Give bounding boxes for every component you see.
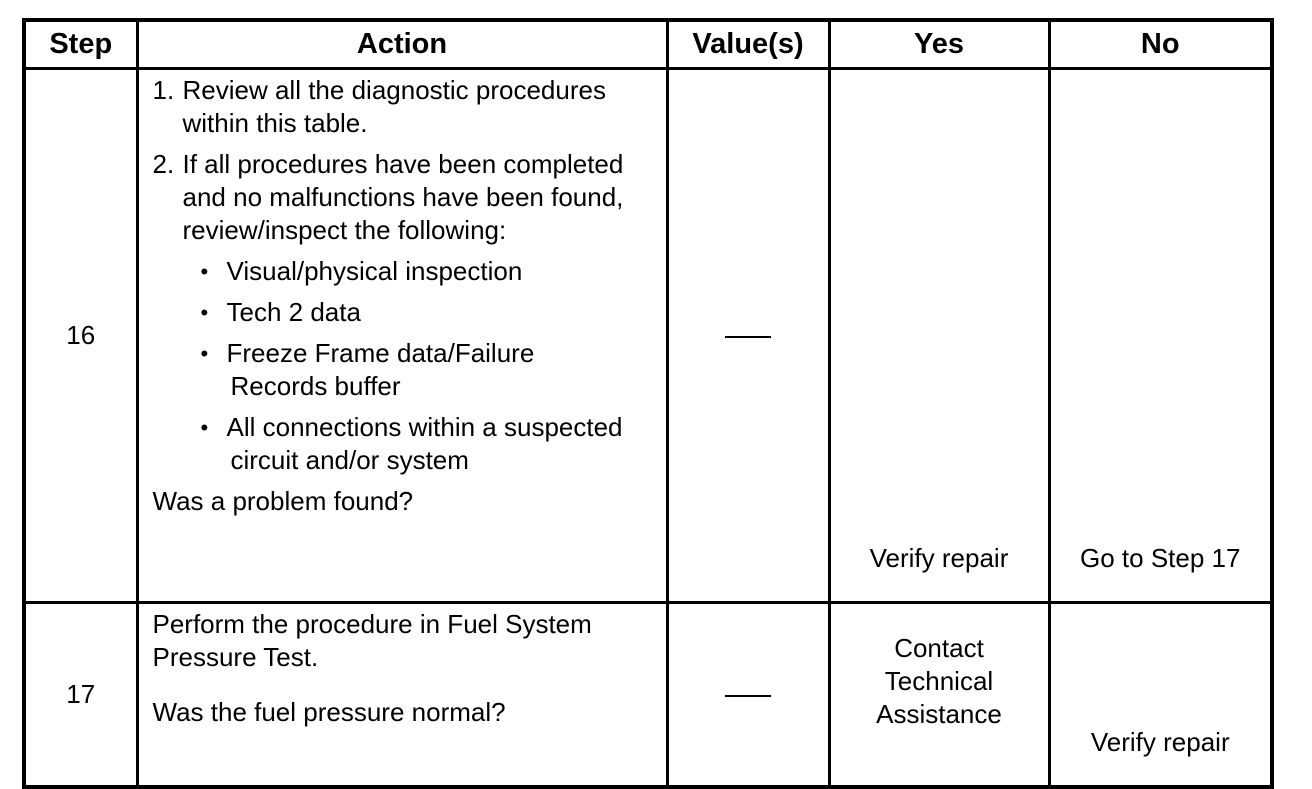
yes-cell bbox=[829, 603, 1049, 788]
list-item bbox=[201, 255, 658, 288]
diagnostic-table bbox=[22, 18, 1274, 789]
action-question: Was a problem found? bbox=[152, 486, 414, 516]
action-item-text: If all procedures have been completed and no malfunctions have been found, review/inspect the following: bbox=[182, 149, 624, 245]
list-item bbox=[201, 296, 658, 329]
action-question: Was the fuel pressure normal? bbox=[152, 697, 506, 727]
list-item-continuation: Records buffer bbox=[230, 371, 401, 401]
list-item-continuation: circuit and/or system bbox=[230, 445, 469, 475]
action-cell bbox=[137, 69, 667, 603]
bullet-icon: • bbox=[200, 300, 209, 325]
bullet-icon: • bbox=[200, 415, 209, 440]
no-cell: Verify repair bbox=[1049, 603, 1272, 788]
yes-cell: Verify repair bbox=[829, 69, 1049, 603]
list-item-text: Visual/physical inspection bbox=[226, 256, 523, 286]
action-item-number: 1. bbox=[152, 75, 175, 105]
empty-value-dash bbox=[725, 695, 771, 697]
header-yes: Yes bbox=[829, 20, 1049, 69]
action-text: Perform the procedure in Fuel System Pressure Test. bbox=[152, 609, 592, 672]
table-row-step-17 bbox=[24, 603, 1272, 788]
yes-text: Contact Technical Assistance bbox=[876, 633, 1002, 729]
action-cell bbox=[137, 603, 667, 788]
action-item-2 bbox=[153, 148, 658, 247]
list-item bbox=[201, 411, 658, 477]
inspection-list bbox=[201, 255, 658, 477]
action-item-text: Review all the diagnostic procedures within this table. bbox=[182, 75, 606, 138]
list-item-text: All connections within a suspected bbox=[226, 412, 623, 442]
header-action: Action bbox=[137, 20, 667, 69]
step-number: 16 bbox=[24, 69, 137, 603]
action-item-1 bbox=[153, 74, 658, 140]
bullet-icon: • bbox=[200, 259, 209, 284]
value-cell bbox=[667, 69, 829, 603]
table-row-step-16 bbox=[24, 69, 1272, 603]
list-item-text: Freeze Frame data/Failure bbox=[226, 338, 535, 368]
header-step: Step bbox=[24, 20, 137, 69]
step-number: 17 bbox=[24, 603, 137, 788]
list-item bbox=[201, 337, 658, 403]
value-cell bbox=[667, 603, 829, 788]
no-cell: Go to Step 17 bbox=[1049, 69, 1272, 603]
header-no: No bbox=[1049, 20, 1272, 69]
action-item-number: 2. bbox=[152, 149, 175, 179]
empty-value-dash bbox=[725, 336, 771, 338]
list-item-text: Tech 2 data bbox=[226, 297, 361, 327]
header-values: Value(s) bbox=[667, 20, 829, 69]
header-row bbox=[24, 20, 1272, 69]
bullet-icon: • bbox=[200, 341, 209, 366]
